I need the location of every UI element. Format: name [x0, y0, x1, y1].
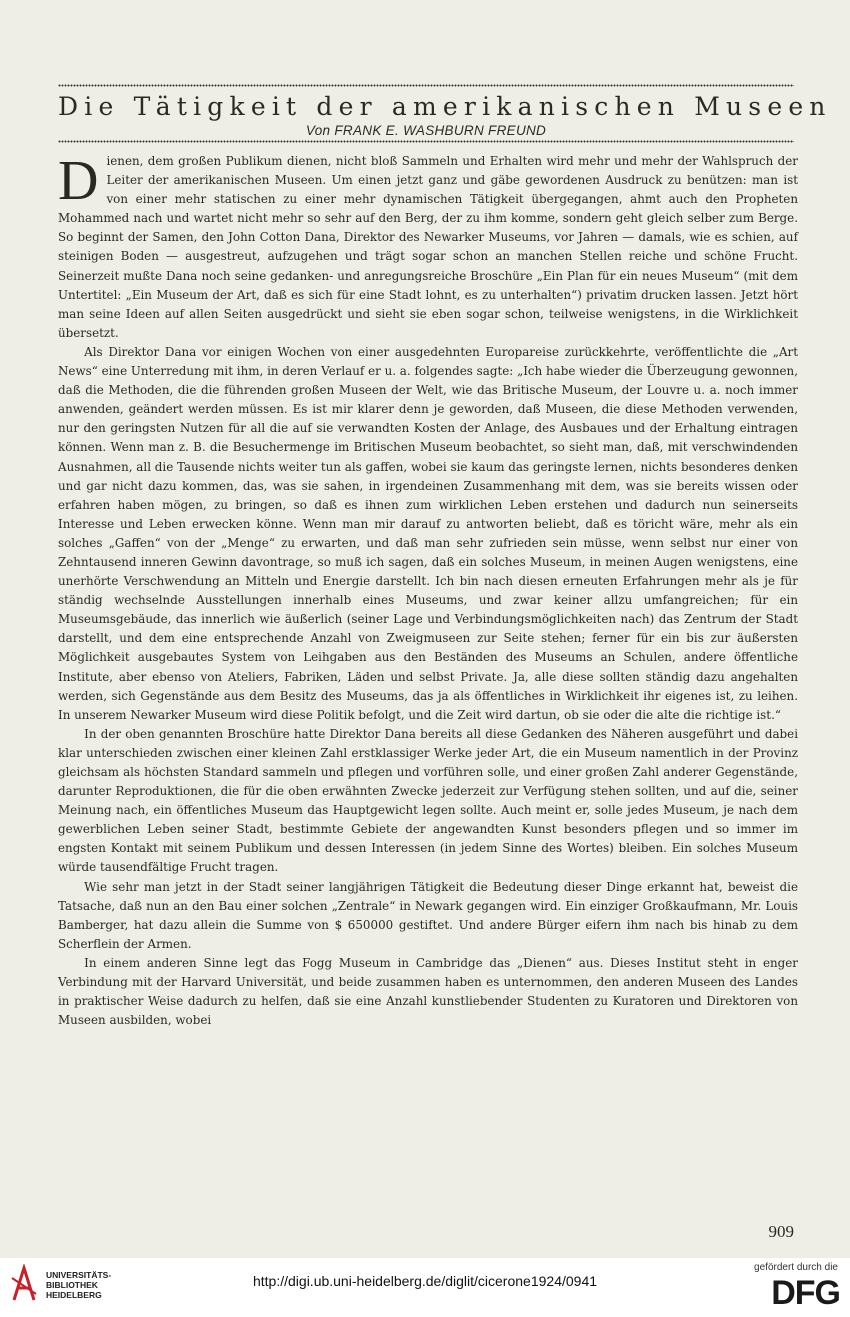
- article-body: [58, 152, 798, 1030]
- digitization-footer: [0, 1258, 850, 1317]
- library-line: HEIDELBERG: [46, 1290, 102, 1300]
- paragraph-4: Wie sehr man jetzt in der Stadt seiner langjährigen Tätigkeit die Bedeutung dieser Dinge erkannt hat, beweist die Tatsache, daß nun an den Bau einer solchen „Zentrale“ in Newark gegangen wird. Ein einziger Großkaufmann, Mr. Louis Bamberger, hat dazu allein die Summe von $ 650000 gestiftet. Und andere Bürger eifern ihm nach bis hinab zu dem Scherflein der Armen.: [58, 879, 798, 951]
- permalink-url[interactable]: http://digi.ub.uni-heidelberg.de/diglit/cicerone1924/0941: [252, 1273, 598, 1289]
- ornamental-rule-top: [58, 84, 794, 89]
- ornamental-rule-bottom: [58, 140, 794, 145]
- paragraph-5: In einem anderen Sinne legt das Fogg Museum in Cambridge das „Dienen“ aus. Dieses Institut steht in enger Verbindung mit der Harvard Universität, und beide zusammen haben es unternommen, den anderen Museen des Landes in praktischer Weise dadurch zu helfen, daß sie eine Anzahl kunstliebender Studenten zu Kuratoren und Direktoren von Museen ausbilden, wobei: [58, 955, 798, 1028]
- paragraph-1: [58, 152, 798, 343]
- drop-cap: D: [58, 150, 99, 212]
- library-line: BIBLIOTHEK: [46, 1280, 98, 1290]
- article-title: Die Tätigkeit der amerikanischen Museen: [58, 92, 832, 121]
- dfg-logo: DFG: [771, 1274, 840, 1312]
- funder-caption: gefördert durch die: [754, 1262, 838, 1273]
- paragraph-3: In der oben genannten Broschüre hatte Direktor Dana bereits all diese Gedanken des Näheren ausgeführt und dabei klar unterschieden zwischen einer kleinen Zahl erstklassiger Werke jeder Art, die ein Museum namentlich in der Provinz gleichsam als höchsten Standard sammeln und pflegen und vorführen solle, und einer großen Zahl anderer Gegenstände, darunter Reproduktionen, die für die oben erwähnten Zwecke jederzeit zur Verfügung stehen sollten, und auf die, seiner Meinung nach, ein öffentliches Museum das Hauptgewicht legen sollte. Auch meint er, solle jedes Museum, je nach dem gewerblichen Leben seiner Stadt, bestimmte Gebiete der angewandten Kunst besonders pflegen und so immer im engsten Kontakt mit seinem Publikum und dessen Interessen (in jedem Sinne des Wortes) bleiben. Ein solches Museum würde tausendfältige Frucht tragen.: [58, 726, 798, 875]
- paragraph-1-text: ienen, dem großen Publikum dienen, nicht bloß Sammeln und Erhalten wird mehr und mehr der Wahlspruch der Leiter der amerikanischen Museen. Um einen jetzt ganz und gäbe gewordenen Ausdruck zu benützen: man ist von einer mehr statischen zu einer mehr dynamischen Tätigkeit übergegangen, ahmt auch den Propheten Mohammed nach und wartet nicht mehr so sehr auf den Berg, der zu ihm komme, sondern geht gleich selber zum Berge. So beginnt der Samen, den John Cotton Dana, Direktor des Newarker Museums, vor Jahren — damals, wie es schien, auf steinigen Boden — ausgestreut, aufzugehen und trägt sogar schon an manchen Stellen reiche und schöne Frucht. Seinerzeit mußte Dana noch seine gedanken- und anregungsreiche Broschüre „Ein Plan für ein neues Museum“ (mit dem Untertitel: „Ein Museum der Art, daß es sich für eine Stadt lohnt, es zu unterhalten“) privatim drucken lassen. Jetzt hört man seine Ideen auf allen Seiten ausgedrückt und sieht sie eben sogar schon, teilweise wenigstens, in die Wirklichkeit übersetzt.: [58, 154, 798, 340]
- library-line: UNIVERSITÄTS-: [46, 1270, 112, 1280]
- paragraph-2: Als Direktor Dana vor einigen Wochen von einer ausgedehnten Europareise zurückkehrte, veröffentlichte die „Art News“ eine Unterredung mit ihm, in deren Verlauf er u. a. folgendes sagte: „Ich habe wieder die Überzeugung gewonnen, daß die Methoden, die die führenden großen Museen der Welt, wie das Britische Museum, der Louvre u. a. noch immer anwenden, geändert werden müssen. Es ist mir klarer denn je geworden, daß Museen, die diese Methoden verwenden, nur den geringsten Nutzen für all die auf sie verwandten Kosten der Anlage, des Ausbaues und der Erhaltung eintragen können. Wenn man z. B. die Besuchermenge im Britischen Museum beobachtet, so sieht man, daß, mit verschwindenden Ausnahmen, all die Tausende nichts weiter tun als gaffen, wobei sie kaum das geringste lernen, nichts besonderes denken und gar nicht dazu kommen, das, was sie sahen, in irgendeinen Zusammenhang mit dem, was sie bereits wissen oder erfahren haben mögen, zu bringen, so daß es ihnen zum wirklichen Leben erstehen und dadurch nun seinerseits Interesse und Leben erwecken könne. Wenn man mir darauf zu antworten beliebt, daß es töricht wäre, mehr als ein solches „Gaffen“ von der „Menge“ zu erwarten, und daß man sehr zufrieden sein müsse, wenn selbst nur einer von Zehntausend inneren Gewinn davontrage, so muß ich sagen, daß ein solches Museum, in meinen Augen wenigstens, eine unerhörte Verschwendung an Mitteln und Energie darstellt. Ich bin nach diesen erneuten Erfahrungen mehr als je für ständig wechselnde Ausstellungen innerhalb eines Museums, und zwar keiner allzu umfangreichen; für ein Museumsgebäude, das innerlich wie äußerlich (seiner Lage und Verbindungsmöglichkeiten nach) das Zentrum der Stadt darstellt, und dem eine entsprechende Anzahl von Zweigmuseen zur Seite stehen; ferner für ein bis zur äußersten Möglichkeit ausgebautes System von Leihgaben aus den Beständen des Museums an Schulen, andere öffentliche Institute, aber ebenso von Ateliers, Fabriken, Läden und selbst Private. Ja, alle diese sollten ständig dazu angehalten werden, sich Gegenstände aus dem Besitz des Museums, das ja als öffentliches in Wirklichkeit ihr eigenes ist, zu leihen. In unserem Newarker Museum wird diese Politik befolgt, und die Zeit wird dartun, ob sie oder die alte die richtige ist.“: [58, 344, 798, 722]
- page-number: 909: [768, 1222, 794, 1241]
- article-byline: Von FRANK E. WASHBURN FREUND: [305, 123, 547, 138]
